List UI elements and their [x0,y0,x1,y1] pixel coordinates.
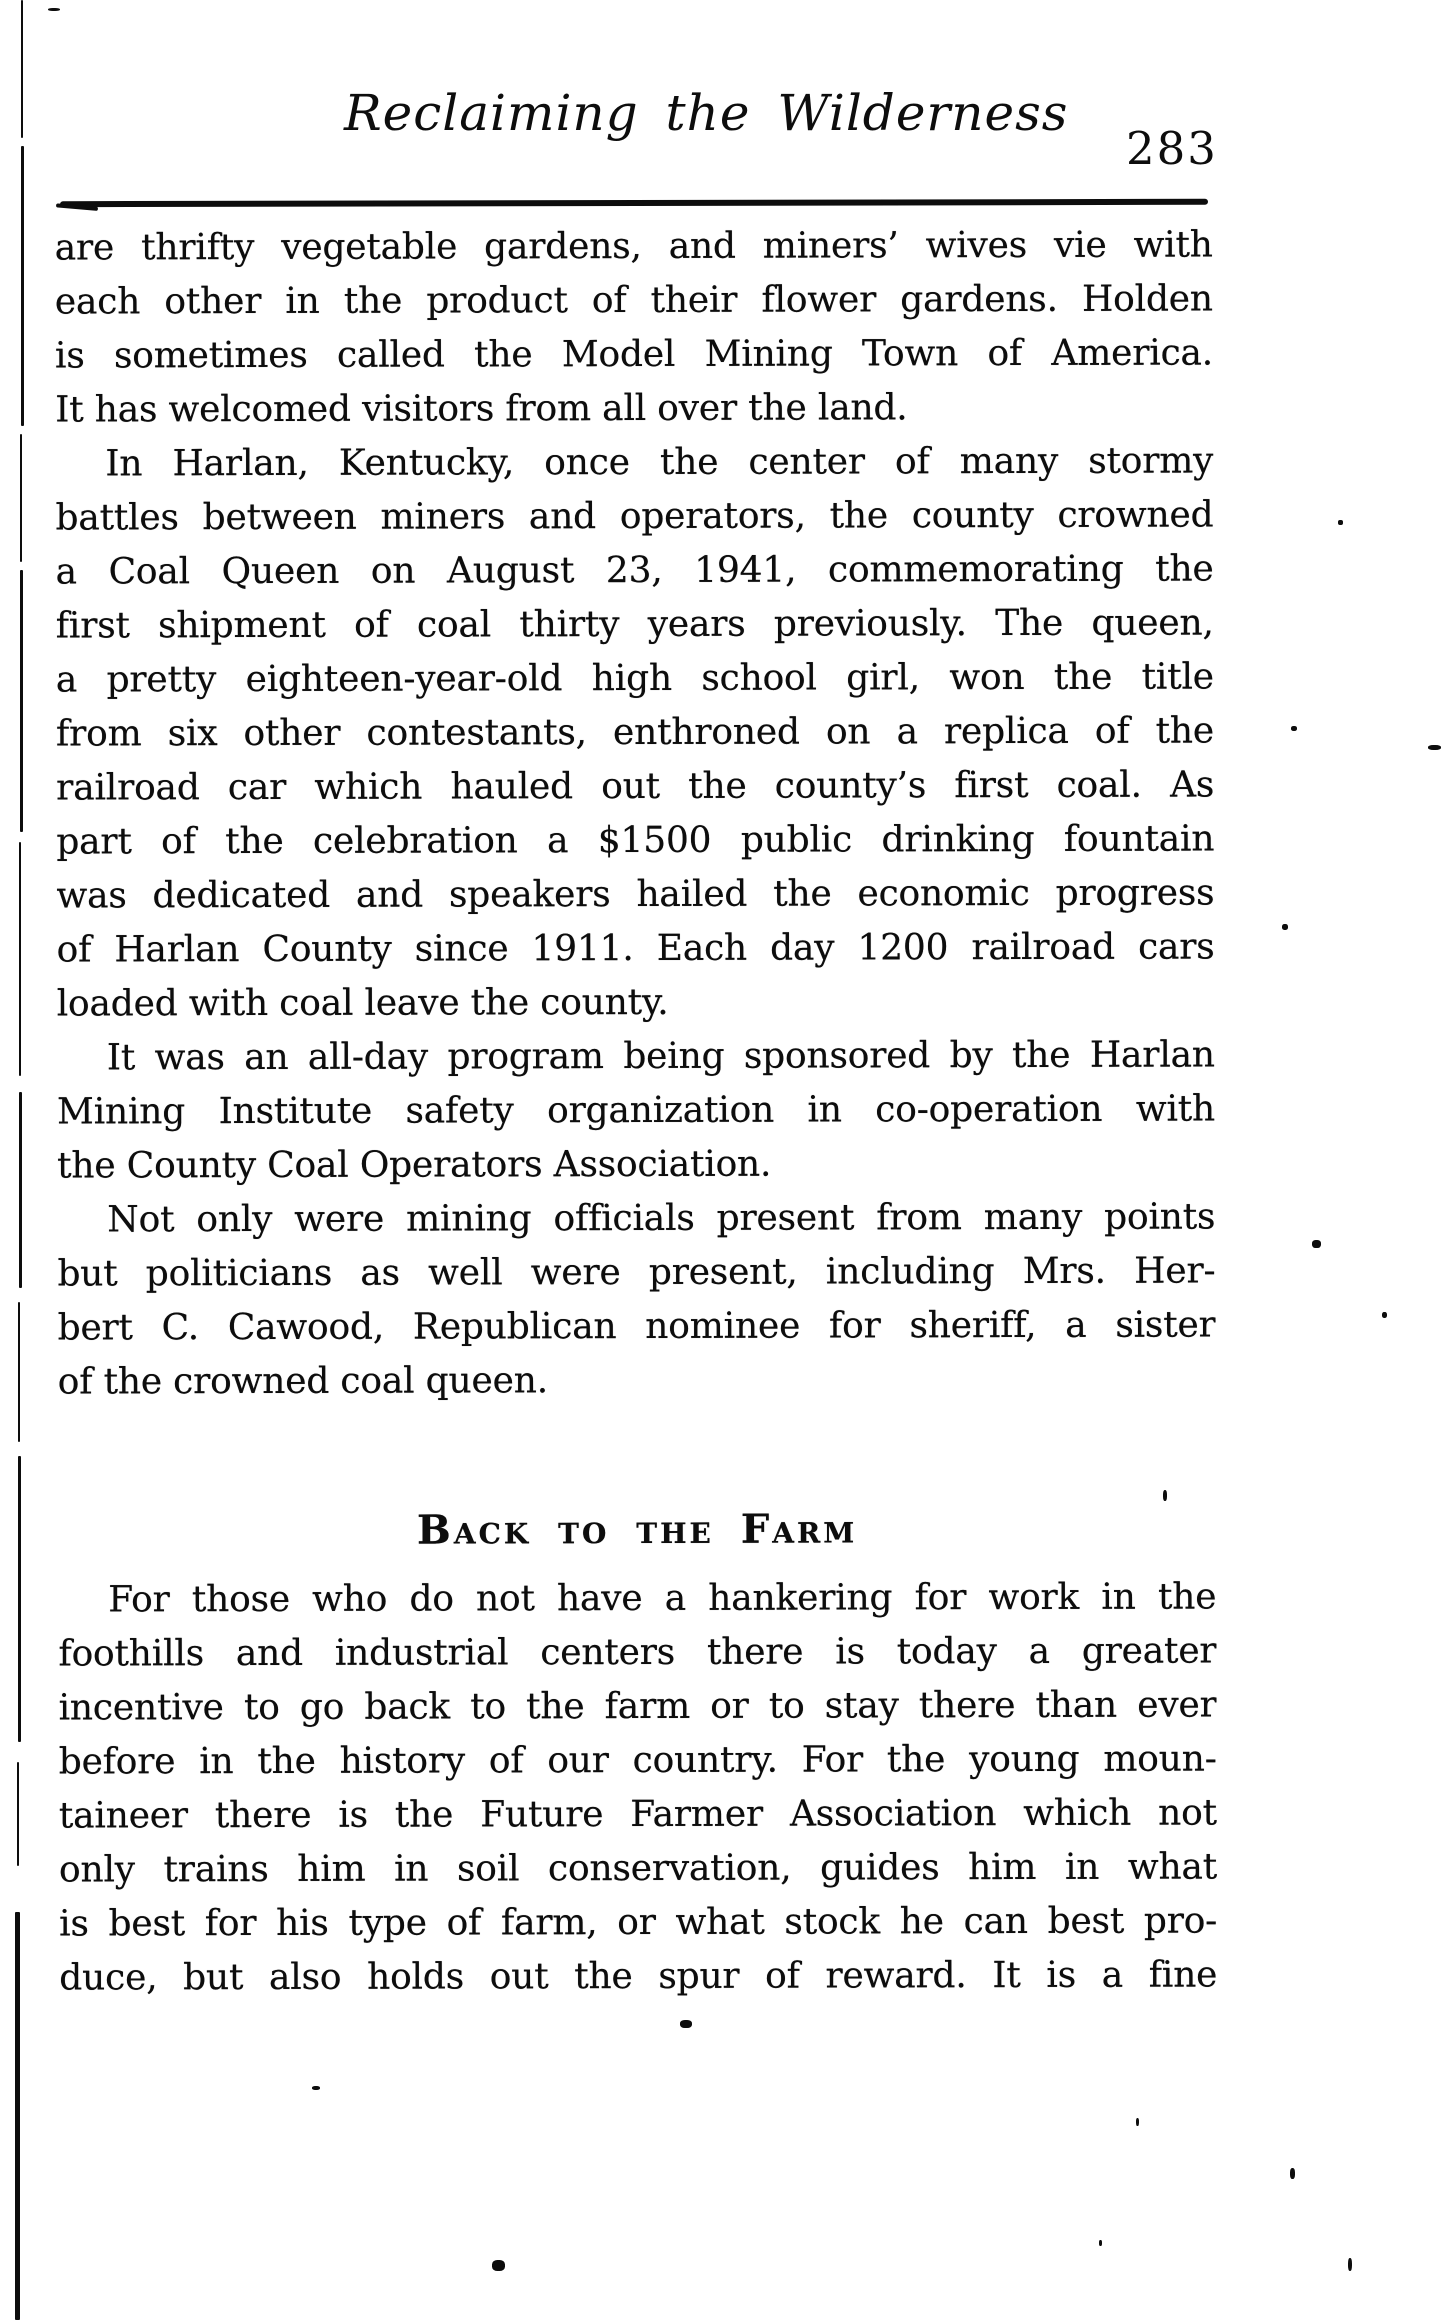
scan-edge-line [18,1302,20,1442]
text-line: railroad car which hauled out the county’s first coal. As [56,764,1215,809]
text-line: a pretty eighteen-year-old high school girl, won the title [55,656,1214,701]
scan-speck [1348,2258,1352,2271]
scan-speck [680,2020,692,2028]
paragraph [55,218,1214,437]
scan-speck [1099,2240,1102,2246]
scan-speck [312,2086,320,2090]
scan-speck [1428,745,1441,750]
text-line: a Coal Queen on August 23, 1941, commemorating the [55,548,1214,593]
paragraph [57,1190,1216,1409]
text-line: In Harlan, Kentucky, once the center of many stormy [105,440,1214,485]
text-line: from six other contestants, enthroned on a replica of the [55,710,1215,755]
text-line: each other in the product of their flower gardens. Holden [54,278,1213,323]
text-line: before in the history of our country. For the young moun- [58,1738,1217,1783]
text-line: are thrifty vegetable gardens, and miners’ wives vie with [54,224,1213,269]
scan-edge-line [19,842,21,1076]
text-line: foothills and industrial centers there is today a greater [58,1630,1217,1675]
paragraph [58,1570,1217,2005]
text-line: is sometimes called the Model Mining Town of America. [54,332,1214,377]
scan-speck [1382,1312,1387,1318]
paragraph [57,1028,1215,1193]
header-rule [60,199,1208,207]
text-line: duce, but also holds out the spur of reward. It is a fine [59,1954,1218,1999]
text-line: bert C. Cawood, Republican nominee for sheriff, a sister [57,1304,1216,1349]
page-number: 283 [1126,122,1218,175]
scan-speck [1290,2168,1295,2179]
scan-speck [1136,2118,1139,2126]
text-line: was dedicated and speakers hailed the economic progress [56,872,1215,917]
text-line: first shipment of coal thirty years previously. The queen, [55,602,1214,647]
body-paragraphs-top [55,218,1216,1409]
scan-edge-line [17,1762,19,1866]
text-line: loaded with coal leave the county. [56,981,669,1025]
text-line: It has welcomed visitors from all over the land. [55,387,908,431]
text-line: Not only were mining officials present from many points [107,1196,1216,1241]
section-heading: Back to the Farm [416,1505,858,1554]
text-line: battles between miners and operators, the county crowned [55,494,1214,539]
text-line: of the crowned coal queen. [57,1360,548,1403]
text-line: It was an all-day program being sponsored by the Harlan [106,1034,1215,1079]
scan-edge-line [21,146,24,426]
scan-edge-line [15,1912,20,2320]
running-title: Reclaiming the Wilderness [344,84,1069,142]
text-line: but politicians as well were present, including Mrs. Her- [57,1250,1216,1295]
scan-edge-line [20,570,23,832]
scan-edge-line [19,1092,22,1288]
text-line: For those who do not have a hankering for work in the [108,1576,1217,1621]
text-line: taineer there is the Future Farmer Association which not [58,1792,1217,1837]
scan-speck [48,8,60,11]
scan-edge-line [20,434,22,562]
paragraph [55,434,1215,1031]
scan-edge-line [18,1456,21,1742]
scan-speck [1282,924,1288,930]
scan-speck [492,2260,505,2271]
text-line: only trains him in soil conservation, guides him in what [58,1846,1218,1891]
text-line: is best for his type of farm, or what stock he can best pro- [59,1900,1218,1945]
body-paragraphs-bottom [58,1570,1217,2005]
text-block [55,218,1218,2005]
text-line: incentive to go back to the farm or to stay there than ever [58,1684,1217,1729]
scan-speck [1312,1240,1321,1248]
text-line: of Harlan County since 1911. Each day 1200 railroad cars [56,926,1215,971]
scan-speck [1291,726,1297,731]
scan-edge-line [21,0,23,138]
text-line: Mining Institute safety organization in co-operation with [56,1088,1216,1133]
scan-speck [1338,520,1343,525]
text-line: the County Coal Operators Association. [57,1143,772,1187]
text-line: part of the celebration a $1500 public drinking fountain [56,818,1215,863]
